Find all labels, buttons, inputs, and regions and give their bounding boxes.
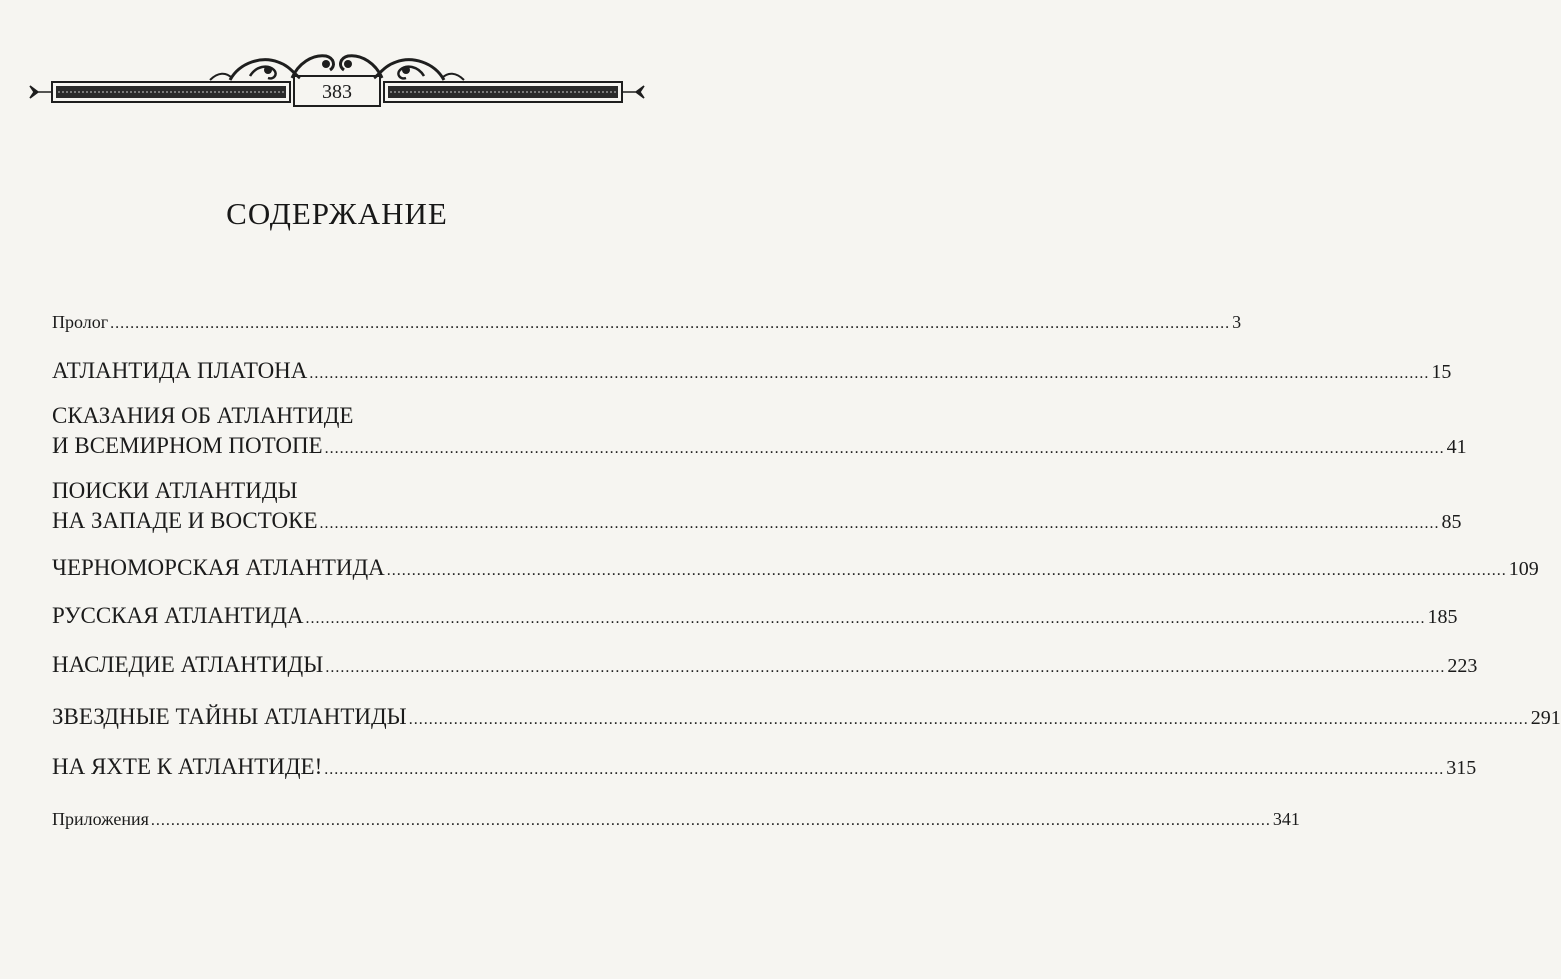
leader-dots: ................................................................................................................................................................................................................................ (324, 761, 1445, 778)
leader-dots: ................................................................................................................................................................................................................................ (324, 440, 1445, 457)
toc-entry[interactable] (52, 806, 1300, 834)
leader-dots: ................................................................................................................................................................................................................................ (110, 315, 1231, 332)
toc-entry[interactable] (52, 553, 1539, 586)
page-title: СОДЕРЖАНИЕ (226, 196, 448, 231)
page-number: 383 (322, 81, 352, 103)
toc-entry-title: ПОИСКИ АТЛАНТИДЫ (52, 478, 298, 503)
toc-entry[interactable] (52, 356, 1452, 389)
toc-entry-page: 85 (1441, 511, 1462, 533)
toc-entry[interactable] (52, 601, 1458, 634)
toc-entry[interactable] (52, 476, 1462, 539)
toc-entry[interactable] (52, 650, 1478, 683)
toc-entry-title: Пролог (52, 312, 109, 332)
toc-entry-page: 185 (1427, 606, 1458, 628)
toc-entry-title: НА ЯХТЕ К АТЛАНТИДЕ! (52, 754, 323, 779)
toc-entry-title: НАСЛЕДИЕ АТЛАНТИДЫ (52, 652, 324, 677)
toc-entry-title: ЗВЕЗДНЫЕ ТАЙНЫ АТЛАНТИДЫ (52, 704, 407, 729)
toc-entry-page: 3 (1232, 312, 1242, 332)
leader-dots: ................................................................................................................................................................................................................................ (305, 610, 1426, 627)
toc-entry-title: РУССКАЯ АТЛАНТИДА (52, 603, 304, 628)
toc-entry-title: АТЛАНТИДА ПЛАТОНА (52, 358, 308, 383)
toc-entry-page: 315 (1446, 757, 1477, 779)
leader-dots: ................................................................................................................................................................................................................................ (150, 812, 1271, 829)
toc-entry-title-continued: И ВСЕМИРНОМ ПОТОПЕ (52, 433, 323, 458)
page-header (0, 0, 674, 130)
toc-entry[interactable] (52, 401, 1467, 464)
toc-entry-page: 291 (1530, 707, 1561, 729)
toc-entry-title: Приложения (52, 809, 149, 829)
leader-dots: ................................................................................................................................................................................................................................ (325, 659, 1446, 676)
leader-dots: ................................................................................................................................................................................................................................ (309, 365, 1430, 382)
toc-entry[interactable] (52, 752, 1477, 785)
leader-dots: ................................................................................................................................................................................................................................ (319, 515, 1440, 532)
toc-entry-title: СКАЗАНИЯ ОБ АТЛАНТИДЕ (52, 403, 354, 428)
toc-entry-page: 223 (1447, 655, 1478, 677)
toc-entry[interactable] (52, 702, 1561, 735)
leader-dots: ................................................................................................................................................................................................................................ (408, 711, 1529, 728)
toc-entry-title-continued: НА ЗАПАДЕ И ВОСТОКЕ (52, 508, 318, 533)
ornamental-header-border (0, 0, 674, 130)
toc-entry-title: ЧЕРНОМОРСКАЯ АТЛАНТИДА (52, 555, 385, 580)
toc-entry[interactable] (52, 309, 1242, 337)
toc-entry-page: 109 (1508, 558, 1539, 580)
toc-entry-page: 341 (1272, 809, 1300, 829)
leader-dots: ................................................................................................................................................................................................................................ (386, 562, 1507, 579)
toc-entry-page: 41 (1446, 436, 1467, 458)
toc-entry-page: 15 (1431, 361, 1452, 383)
